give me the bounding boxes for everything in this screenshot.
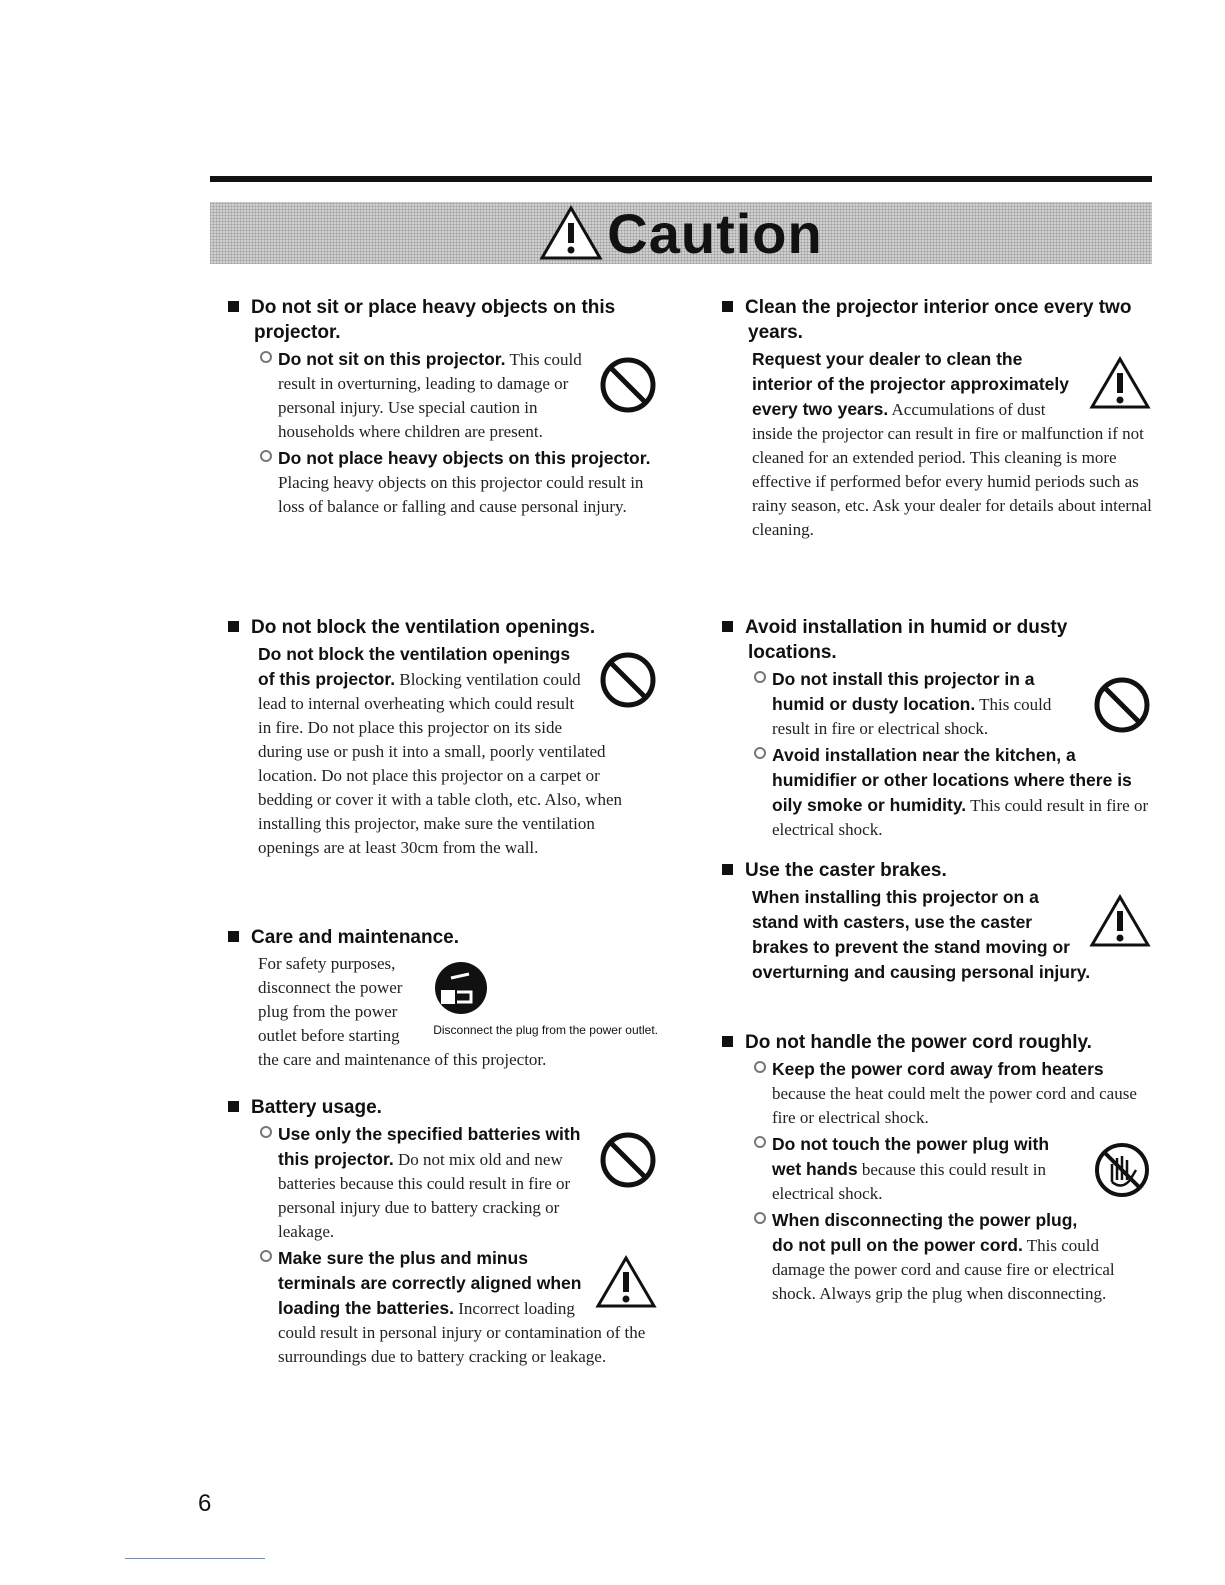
item-lead: When disconnecting the power plug, do not pull on the power cord. [772,1210,1078,1255]
item-lead: Use only the specified batteries with this projector. [278,1124,581,1169]
right-column-section [722,858,1152,987]
bullet-icon [260,1250,272,1262]
square-bullet-icon [228,1101,239,1112]
bullet-icon [754,747,766,759]
bullet-icon [754,1212,766,1224]
section-heading [722,295,1152,345]
item-text: Do not mix old and new batteries because this could result in fire or personal injury due to battery cracking or leakage. [278,1150,571,1241]
prohibited-icon [598,1130,658,1197]
right-column-section [722,615,1152,844]
section-heading [722,615,1152,665]
section-body [722,885,1152,985]
heading-text: Clean the projector interior once every two years. [745,297,1132,343]
item-lead: Keep the power cord away from heaters [772,1059,1104,1079]
section-body [228,1122,658,1369]
section-body [228,642,658,860]
caution-item [752,743,1152,842]
warning-icon [1088,893,1152,956]
item-text: This could result in fire or electrical shock. [772,796,1149,839]
bullet-icon [260,450,272,462]
section-heading [228,615,658,640]
section-heading [228,925,658,950]
section-body [228,952,658,1072]
warning-icon [1088,355,1152,418]
left-column-section [228,925,658,1074]
item-lead: Do not install this projector in a humid or dusty location. [772,669,1035,714]
bullet-icon [260,351,272,363]
page-number: 6 [198,1490,212,1517]
top-rule [210,176,1152,182]
heading-text: Avoid installation in humid or dusty locations. [745,617,1068,663]
prohibited-icon [598,355,658,422]
item-text: Incorrect loading could result in personal injury or contamination of the surroundings due to battery cracking or leakage. [278,1299,646,1366]
prohibited-icon [598,650,658,717]
square-bullet-icon [722,301,733,312]
section-body [722,1057,1152,1306]
bullet-icon [754,1061,766,1073]
heading-text: Care and maintenance. [251,927,460,948]
item-text: This could damage the power cord and cause fire or electrical shock. Always grip the plug when disconnecting. [772,1236,1115,1303]
bullet-icon [754,671,766,683]
square-bullet-icon [722,864,733,875]
footer-line [125,1558,265,1559]
square-bullet-icon [722,621,733,632]
warning-triangle-icon [539,205,603,261]
item-lead: Do not place heavy objects on this projector. [278,448,651,468]
heading-text: Do not block the ventilation openings. [251,617,596,638]
square-bullet-icon [228,931,239,942]
item-lead: Request your dealer to clean the interior of the projector approximately every two years. [752,349,1069,419]
item-text: Accumulations of dust inside the projector can result in fire or malfunction if not cleaned for an extended period. This cleaning is more effective if performed befor every humid periods such as rainy season, etc. Ask your dealer for details about internal cleaning. [752,400,1152,539]
section-body [228,347,658,519]
right-column-section [722,1030,1152,1308]
caution-item [258,642,658,860]
caution-item [752,1208,1152,1306]
warning-icon [594,1254,658,1317]
caution-item [752,885,1152,985]
item-text: because the heat could melt the power cord and cause fire or electrical shock. [772,1084,1137,1127]
square-bullet-icon [228,621,239,632]
item-lead: Do not sit on this projector. [278,349,506,369]
caution-item [752,1132,1152,1206]
caution-item [258,952,658,1072]
section-heading [722,858,1152,883]
caution-item [752,347,1152,542]
bullet-icon [260,1126,272,1138]
item-text: This could result in overturning, leading to damage or personal injury. Use special caution in households where children are present. [278,350,582,441]
heading-text: Do not sit or place heavy objects on this projector. [251,297,616,343]
caution-banner [210,202,1152,264]
unplug-icon [433,960,658,1038]
caution-item [752,667,1152,741]
section-heading [228,295,658,345]
item-lead: Make sure the plus and minus terminals are correctly aligned when loading the batteries. [278,1248,582,1318]
item-text: For safety purposes, disconnect the power plug from the power outlet before starting the care and maintenance of this projector. [258,954,547,1069]
caution-item [258,1122,658,1244]
item-lead: When installing this projector on a stand with casters, use the caster brakes to prevent the stand moving or overturning and causing personal injury. [752,887,1091,982]
square-bullet-icon [228,301,239,312]
caution-item [258,446,658,519]
section-body [722,667,1152,842]
section-heading [722,1030,1152,1055]
item-lead: Avoid installation near the kitchen, a humidifier or other locations where there is oily smoke or humidity. [772,745,1132,815]
caution-title: Caution [607,201,823,265]
caution-item [258,347,658,444]
prohibited-icon [1092,675,1152,742]
icon-caption: Disconnect the plug from the power outlet. [433,1023,658,1037]
left-column-section [228,295,658,521]
item-text: This could result in fire or electrical shock. [772,695,1052,738]
item-lead: Do not touch the power plug with wet hands [772,1134,1050,1179]
item-lead: Do not block the ventilation openings of this projector. [258,644,571,689]
heading-text: Do not handle the power cord roughly. [745,1032,1092,1053]
item-text: Placing heavy objects on this projector could result in loss of balance or falling and cause personal injury. [278,473,644,516]
section-body [722,347,1152,542]
heading-text: Use the caster brakes. [745,860,947,881]
left-column-section [228,1095,658,1371]
item-text: Blocking ventilation could lead to internal overheating which could result in fire. Do not place this projector on its side during use or push it into a small, poorly ventilated location. Do not place this projector on a carpet or bedding or cover it with a table cloth, etc. Also, when installing this projector, make sure the ventilation openings are at least 30cm from the wall. [258,670,622,857]
section-heading [228,1095,658,1120]
caution-item [752,1057,1152,1130]
item-text: because this could result in electrical shock. [772,1160,1046,1203]
no-wet-hands-icon [1092,1140,1152,1207]
square-bullet-icon [722,1036,733,1047]
left-column-section [228,615,658,862]
caution-item [258,1246,658,1369]
bullet-icon [754,1136,766,1148]
heading-text: Battery usage. [251,1097,382,1118]
right-column-section [722,295,1152,544]
